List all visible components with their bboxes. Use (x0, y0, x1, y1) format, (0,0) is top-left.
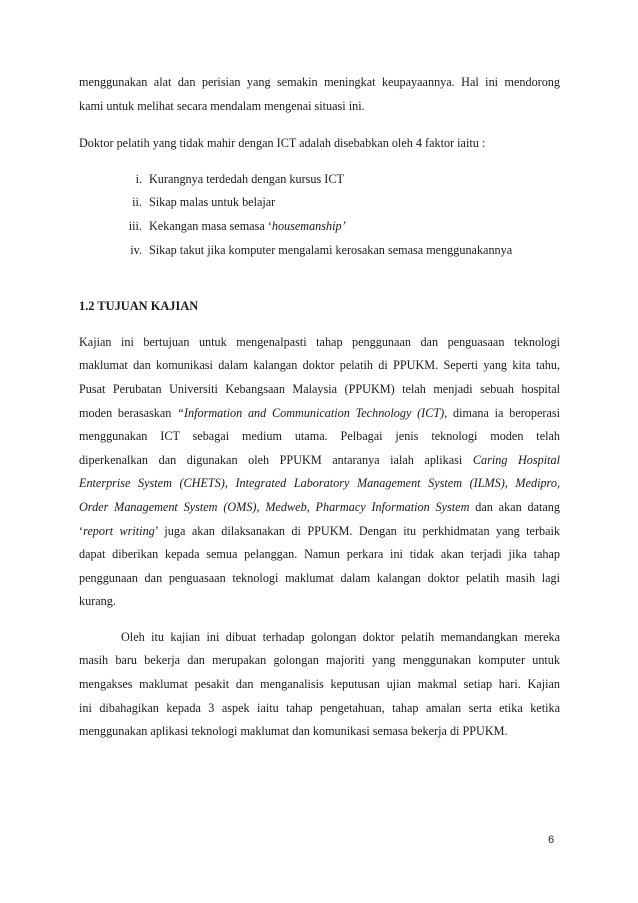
list-item (79, 191, 560, 215)
page-number: 6 (548, 834, 555, 846)
section-heading: 1.2 TUJUAN KAJIAN (79, 299, 199, 314)
list-item-number: i. (135, 171, 142, 186)
list-item-text: Kurangnya terdedah dengan kursus ICT (149, 171, 344, 186)
list-item-number: iv. (130, 242, 142, 257)
text-run: diperkenalkan dan digunakan oleh PPUKM antaranya ialah aplikasi (79, 452, 473, 467)
text-run-italic: Caring Hospital (472, 452, 560, 467)
text-run-italic: Order Management System (OMS), Medweb, Pharmacy Information System (79, 499, 470, 514)
text-line (79, 472, 560, 496)
text-line (79, 449, 560, 473)
factors-intro: Doktor pelatih yang tidak mahir dengan ICT adalah disebabkan oleh 4 faktor iaitu : (79, 136, 486, 151)
section-paragraph-1 (79, 331, 560, 614)
text-line: Kajian ini bertujuan untuk mengenalpasti tahap penggunaan dan penguasaan teknologi (79, 334, 560, 349)
list-item-text (149, 215, 346, 239)
text-run-italic: report writing (83, 523, 155, 538)
text-line: Pusat Perubatan Universiti Kebangsaan Malaysia (PPUKM) telah menjadi sebuah hospital (79, 381, 560, 396)
text-line: masih baru bekerja dan merupakan golongan majoriti yang menggunakan komputer untuk (79, 653, 560, 668)
text-line (79, 520, 560, 544)
text-line: kurang. (79, 594, 116, 609)
section-paragraph-2 (79, 626, 560, 744)
text-line: ini dibahagikan kepada 3 aspek iaitu tahap pengetahuan, tahap amalan serta etika ketika (79, 700, 560, 715)
list-item-text: Sikap takut jika komputer mengalami kerosakan semasa menggunakannya (149, 242, 513, 257)
text-line: penggunaan dan penguasaan teknologi maklumat dalam kalangan doktor pelatih masih lagi (79, 570, 560, 585)
intro-line-2: kami untuk melihat secara mendalam mengenai situasi ini. (79, 98, 365, 113)
text-line (79, 402, 560, 426)
factors-list (79, 168, 560, 262)
list-item (79, 215, 560, 239)
list-item-text: Sikap malas untuk belajar (149, 195, 276, 210)
text-run: ’ juga akan dilaksanakan di PPUKM. Dengan itu perkhidmatan yang terbaik (154, 523, 560, 538)
text-run-italic: Enterprise System (CHETS), Integrated Laboratory Management System (ILMS), Medipro, (79, 476, 560, 491)
list-item-number: ii. (132, 195, 142, 210)
list-item (79, 168, 560, 192)
list-item-number: iii. (128, 218, 142, 233)
intro-paragraph (79, 71, 560, 118)
text-run: ‘ (79, 523, 84, 538)
text-line: dapat diberikan kepada semua pelanggan. Namun perkara ini tidak akan terjadi jika tahap (79, 547, 560, 562)
list-item-text-italic: housemanship’ (271, 218, 346, 233)
intro-line-1: menggunakan alat dan perisian yang semakin meningkat keupayaannya. Hal ini mendorong (79, 75, 560, 89)
text-line: maklumat dan komunikasi dalam kalangan doktor pelatih di PPUKM. Seperti yang kita tahu, (79, 358, 560, 373)
list-item-text-plain: Kekangan masa semasa ‘ (149, 218, 272, 233)
text-line: Oleh itu kajian ini dibuat terhadap golongan doktor pelatih memandangkan mereka (121, 629, 560, 644)
text-run: dan akan datang (469, 499, 560, 514)
page-content (79, 71, 560, 744)
text-line: mengakses maklumat pesakit dan menganalisis keputusan ujian makmal setiap hari. Kajian (79, 677, 560, 692)
text-run-italic: “Information and Communication Technology (ICT) (177, 405, 445, 420)
list-item (79, 239, 560, 263)
text-run: moden berasaskan (79, 405, 178, 420)
text-line: menggunakan aplikasi teknologi maklumat dan komunikasi semasa bekerja di PPUKM. (79, 724, 508, 739)
text-line: menggunakan ICT sebagai medium utama. Pelbagai jenis teknologi moden telah (79, 429, 560, 444)
text-line (79, 496, 560, 520)
text-run: , dimana ia beroperasi (444, 405, 560, 420)
